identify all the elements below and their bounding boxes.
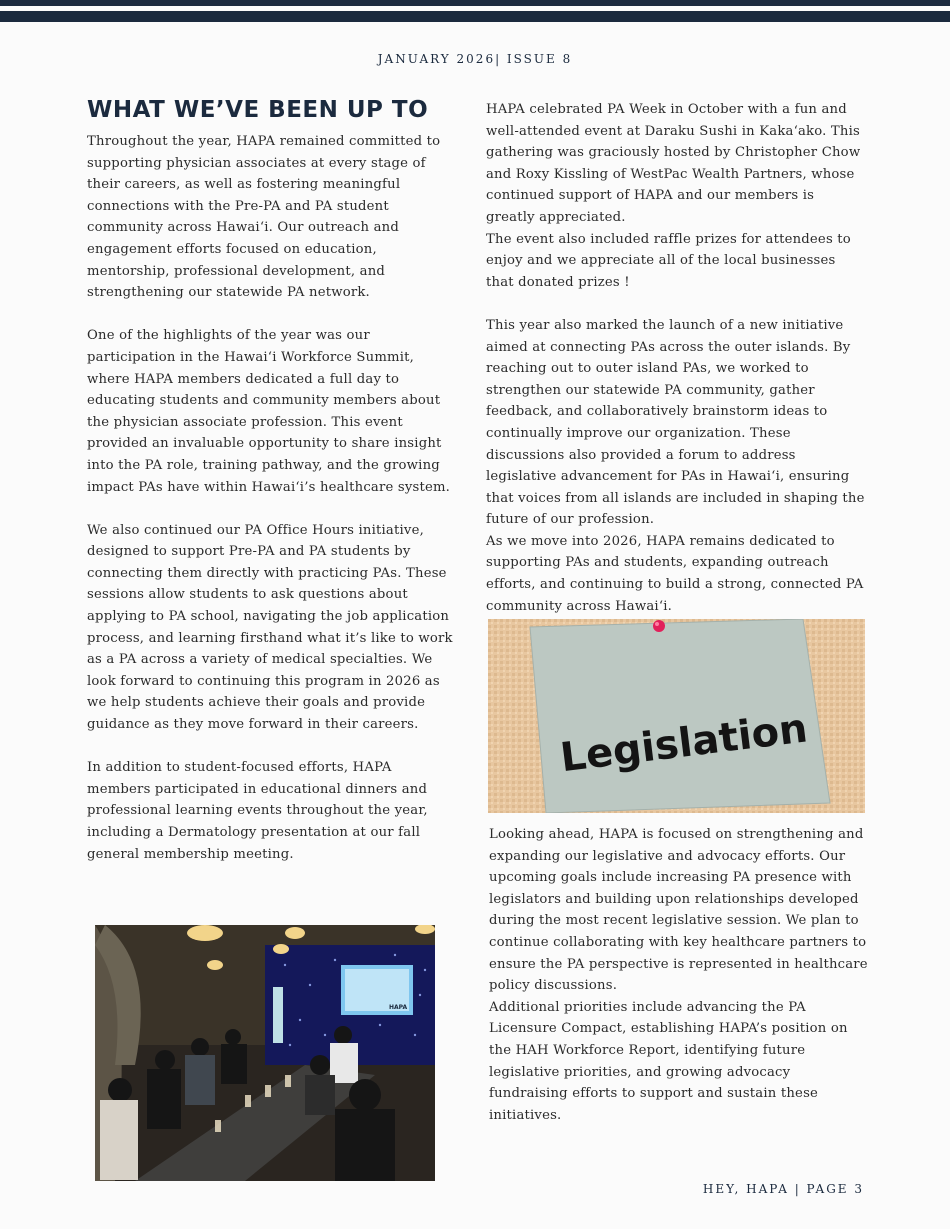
paragraph-commitment: Throughout the year, HAPA remained committed to supporting physician associates at every stage of their careers, as well as fostering meaningful connections with the Pre-PA and PA student community across Hawaiʻi. Our outreach and engagement efforts focused on education, mentorship, professional development, and strengthening our statewide PA network.	[87, 134, 441, 301]
issue-label: JANUARY 2026| ISSUE 8	[377, 52, 573, 66]
legislation-word: Legislation	[557, 705, 810, 782]
left-column	[87, 131, 459, 865]
paragraph-looking-ahead: Looking ahead, HAPA is focused on strengthening and expanding our legislative and advocacy efforts. Our upcoming goals include increasing PA presence with legislators and building upon relationships developed during the most recent legislative session. We plan to continue collaborating with key healthcare partners to ensure the PA perspective is represented in healthcare policy discussions.	[489, 827, 868, 994]
right-column-lower	[489, 824, 869, 1126]
paragraph-workforce-summit: One of the highlights of the year was our participation in the Hawaiʻi Workforce Summit, where HAPA members dedicated a full day to educating students and community members about the physician associate profession. This event provided an invaluable opportunity to share insight into the PA role, training pathway, and the growing impact PAs have within Hawaiʻi’s healthcare system.	[87, 328, 451, 495]
page-footer: HEY, HAPA | PAGE 3	[702, 1182, 864, 1196]
section-heading: WHAT WE’VE BEEN UP TO	[87, 97, 429, 123]
paragraph-pa-week: HAPA celebrated PA Week in October with a fun and well-attended event at Daraku Sushi in Kakaʻako. This gathering was graciously hosted by Christopher Chow and Roxy Kissling of WestPac Wealth Partners, whose continued support of HAPA and our members is greatly appreciated.	[486, 102, 861, 225]
legislation-image	[488, 619, 865, 813]
paragraph-2026: As we move into 2026, HAPA remains dedicated to supporting PAs and students, expanding outreach efforts, and continuing to build a strong, connected PA community across Hawaiʻi.	[486, 533, 864, 614]
paragraph-educational-dinners: In addition to student-focused efforts, HAPA members participated in educational dinners and professional learning events throughout the year, including a Dermatology presentation at our fall general membership meeting.	[87, 760, 428, 862]
paragraph-outer-islands: This year also marked the launch of a new initiative aimed at connecting PAs across the outer islands. By reaching out to outer island PAs, we worked to strengthen our statewide PA community, gather feedback, and collaboratively brainstorm ideas to continually improve our organization. These discussions also provided a forum to address legislative advancement for PAs in Hawaiʻi, ensuring that voices from all islands are included in shaping the future of our profession.	[486, 317, 865, 528]
header-band-bottom	[0, 11, 950, 22]
header-band-top	[0, 0, 950, 6]
paragraph-raffle: The event also included raffle prizes for attendees to enjoy and we appreciate all of the local businesses that donated prizes !	[486, 231, 851, 290]
paragraph-priorities: Additional priorities include advancing the PA Licensure Compact, establishing HAPA’s position on the HAH Workforce Report, identifying future legislative priorities, and growing advocacy fundraising efforts to support and sustain these initiatives.	[489, 999, 848, 1123]
paragraph-office-hours: We also continued our PA Office Hours initiative, designed to support Pre-PA and PA students by connecting them directly with practicing PAs. These sessions allow students to ask questions about applying to PA school, navigating the job application process, and learning firsthand what it’s like to work as a PA across a variety of medical specialties. We look forward to continuing this program in 2026 as we help students achieve their goals and provide guidance as they move forward in their careers.	[87, 522, 453, 733]
screen-logo-text: HAPA	[389, 1004, 408, 1011]
event-photo	[95, 925, 435, 1181]
right-column	[486, 99, 866, 617]
